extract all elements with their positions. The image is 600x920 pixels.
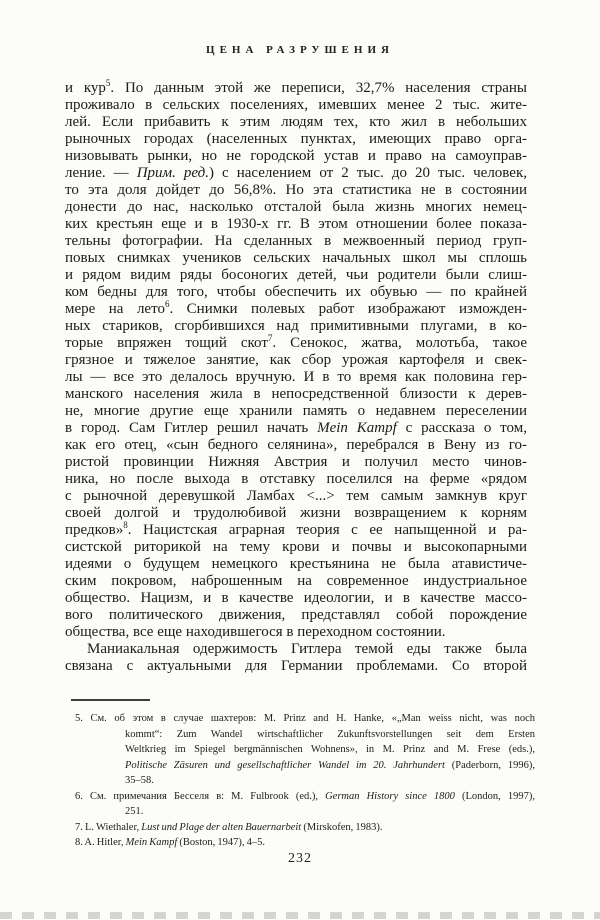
footnote-line: Politische Zäsuren und gesellschaftlicher Wandel im 20. Jahrhundert (Paderborn, 1996),	[125, 759, 535, 771]
body-line: мере на лето$^6$. Снимки полевых работ изображают изможден-	[65, 299, 528, 317]
body-line: то эта доля дойдет до 56,8%. Но эта статистика не в состоянии	[65, 182, 527, 198]
body-line: торые впряжен тощий скот$^7$. Сенокос, жатва, молотьба, такое	[65, 333, 527, 351]
body-line: лы — все это делалось вручную. И в то время как половина гер-	[65, 369, 527, 385]
body-line: с рыночной деревушкой Ламбах <...> тем самым замкнув круг	[65, 488, 527, 504]
body-line: Маниакальная одержимость Гитлера темой еды также была	[87, 641, 527, 657]
body-line: ским покровом, наброшенным на современное индустриальное	[65, 573, 527, 589]
body-line: не, многие другие еще хранили память о недавнем переселении	[65, 403, 527, 419]
body-line: ника, но после выхода в отставку поселился на ферме «рядом	[65, 471, 527, 487]
body-line: и рядом видим ряды босоногих детей, чьи родители были слиш-	[65, 267, 527, 283]
footnote-reference: 6	[164, 299, 170, 309]
body-line: систской риторикой на тему крови и почвы и высокопарными	[65, 539, 527, 555]
footnote-line: Weltkrieg im Spiegel bergmännischen Wohnens», in M. Prinz and M. Frese (eds.),	[125, 744, 535, 755]
footnote-line: kommt“: Zum Wandel wirtschaftlicher Zukunftsvorstellungen seit dem Ersten	[125, 728, 535, 740]
body-line: ком бедны для того, чтобы обеспечить их обувью — по крайней	[65, 284, 527, 300]
body-line: в город. Сам Гитлер решил начать Mein Kampf с рассказа о том,	[65, 420, 527, 436]
body-line: проживало в сельских поселениях, имевших менее 2 тыс. жите-	[65, 97, 527, 113]
body-line: ление. — Прим. ред.) с населением от 2 тыс. до 20 тыс. человек,	[65, 165, 527, 181]
footnote-line: 6. См. примечания Бесселя в: M. Fulbrook (ed.), German History since 1800 (London, 1997),	[75, 790, 535, 802]
body-line: ких крестьян еще и в 1930-х гг. В этом отношении более показа-	[65, 216, 527, 232]
footnote-separator	[71, 699, 150, 701]
footnote-reference: 5	[105, 78, 111, 88]
footnote-line: 251.	[125, 806, 144, 817]
page-bottom-edge	[0, 912, 600, 919]
footnote-line: 7. L. Wiethaler, Lust und Plage der alten Bauernarbeit (Mirskofen, 1983).	[75, 821, 383, 833]
body-line: общество. Нацизм, и в качестве идеологии, и в качестве массо-	[65, 590, 527, 606]
body-line: рыночных городах (населенных пунктах, имеющих право орга-	[65, 131, 527, 147]
running-head: ЦЕНА РАЗРУШЕНИЯ	[206, 44, 394, 56]
body-line: донести до нас, насколько отсталой была жизнь многих немец-	[65, 199, 527, 215]
footnote-line: 8. A. Hitler, Mein Kampf (Boston, 1947), 4–5.	[75, 837, 266, 848]
body-line: идеями о будущем немецкого крестьянина не была атавистиче-	[65, 556, 527, 572]
page-number: 232	[288, 851, 312, 866]
body-line: ристой провинции Нижняя Австрия и получил место чинов-	[65, 454, 527, 470]
body-line: связана с актуальными для Германии проблемами. Со второй	[65, 658, 527, 674]
body-line: тельны фотографии. На сделанных в межвоенный период груп-	[65, 233, 527, 249]
body-line: своей долгой и трудолюбивой жизни возвращением к корням	[65, 505, 527, 521]
body-text	[65, 80, 527, 675]
body-line: предков»$^8$. Нацистская аграрная теория с ее напыщенной и ра-	[65, 520, 527, 538]
footnote-reference: 8	[123, 520, 128, 530]
footnotes	[75, 711, 535, 851]
body-line: манского населения жила в непосредственной близости к дерев-	[65, 386, 527, 402]
footnote-line: 35–58.	[125, 775, 154, 786]
body-line: лей. Если прибавить к этим людям тех, кто жил в небольших	[65, 114, 527, 130]
body-line: грязное и тяжелое занятие, как сбор урожая картофеля и свек-	[65, 352, 527, 368]
footnote-line: 5. См. об этом в случае шахтеров: M. Prinz and H. Hanke, «„Man weiss nicht, was noch	[75, 713, 535, 724]
body-line: и кур$^5$. По данным этой же переписи, 32,7% населения страны	[65, 78, 527, 96]
body-line: низовывать рынки, но не городской устав и право на самоуправ-	[65, 148, 527, 164]
body-line: общества, все еще находившегося в переходном состоянии.	[65, 624, 446, 640]
body-line: как его отец, «сын бедного селянина», перебрался в Вену из го-	[65, 437, 527, 453]
body-line: вого политического движения, представлял собой порождение	[65, 607, 527, 623]
body-line: повых снимках учеников сельских начальных школ мы сплошь	[65, 250, 527, 266]
body-line: ных стариков, сгорбившихся над примитивными плугами, в ко-	[65, 318, 527, 334]
footnote-reference: 7	[267, 333, 273, 343]
